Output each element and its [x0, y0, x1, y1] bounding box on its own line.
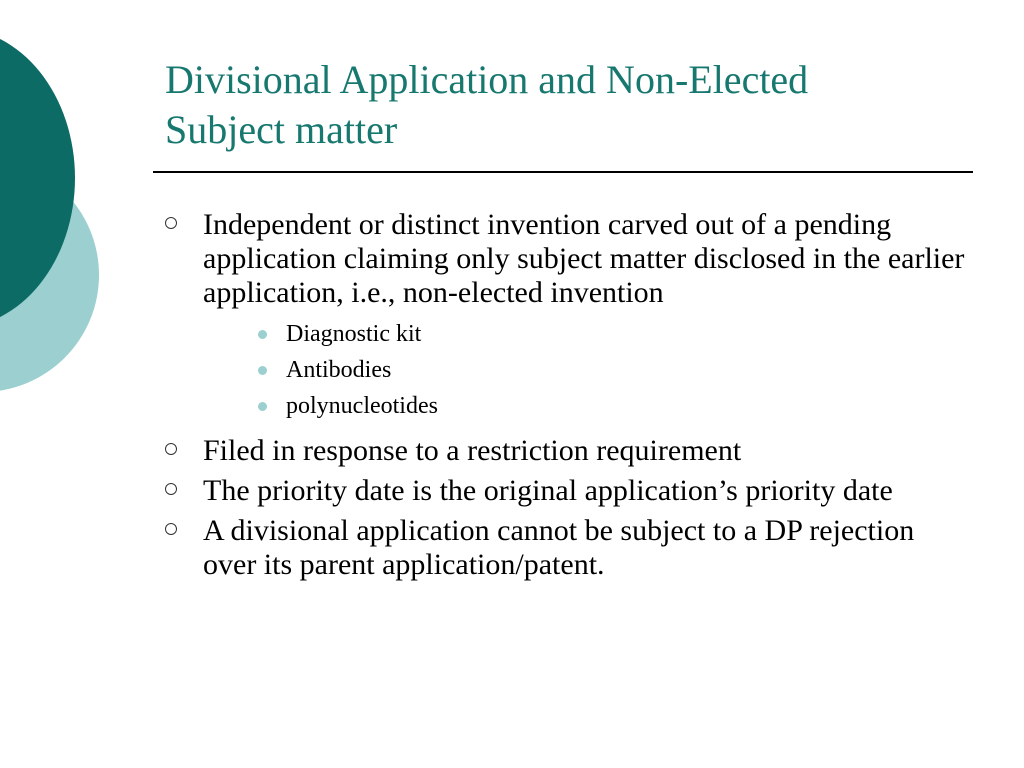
filled-dot-icon [258, 402, 267, 411]
title-divider [153, 171, 973, 173]
sub-bullet-text: Antibodies [286, 357, 392, 383]
sub-bullet-list [203, 316, 965, 424]
hollow-circle-icon [165, 483, 177, 495]
filled-dot-icon [258, 330, 267, 339]
bullet-text: Filed in response to a restriction requirement [203, 434, 742, 467]
bullet-item [165, 514, 965, 582]
sub-bullet-item [203, 352, 965, 388]
filled-dot-icon [258, 366, 267, 375]
sub-bullet-item [203, 316, 965, 352]
bullet-list [165, 208, 965, 588]
sub-bullet-text: Diagnostic kit [286, 321, 422, 347]
hollow-circle-icon [165, 443, 177, 455]
bullet-item [165, 434, 965, 468]
hollow-circle-icon [165, 217, 177, 229]
slide-title [165, 55, 985, 155]
bullet-item [165, 208, 965, 424]
hollow-circle-icon [165, 523, 177, 535]
sub-bullet-text: polynucleotides [286, 393, 438, 419]
sub-bullet-item [203, 388, 965, 424]
bullet-text: The priority date is the original application’s priority date [203, 474, 893, 507]
bullet-text: Independent or distinct invention carved out of a pending application claiming only subject matter disclosed in the earlier application, i.e., non-elected invention [203, 208, 965, 309]
bullet-item [165, 474, 965, 508]
title-line-1: Divisional Application and Non-Elected [165, 57, 809, 102]
bullet-text: A divisional application cannot be subject to a DP rejection over its parent application/patent. [203, 514, 915, 581]
title-line-2: Subject matter [165, 107, 398, 152]
